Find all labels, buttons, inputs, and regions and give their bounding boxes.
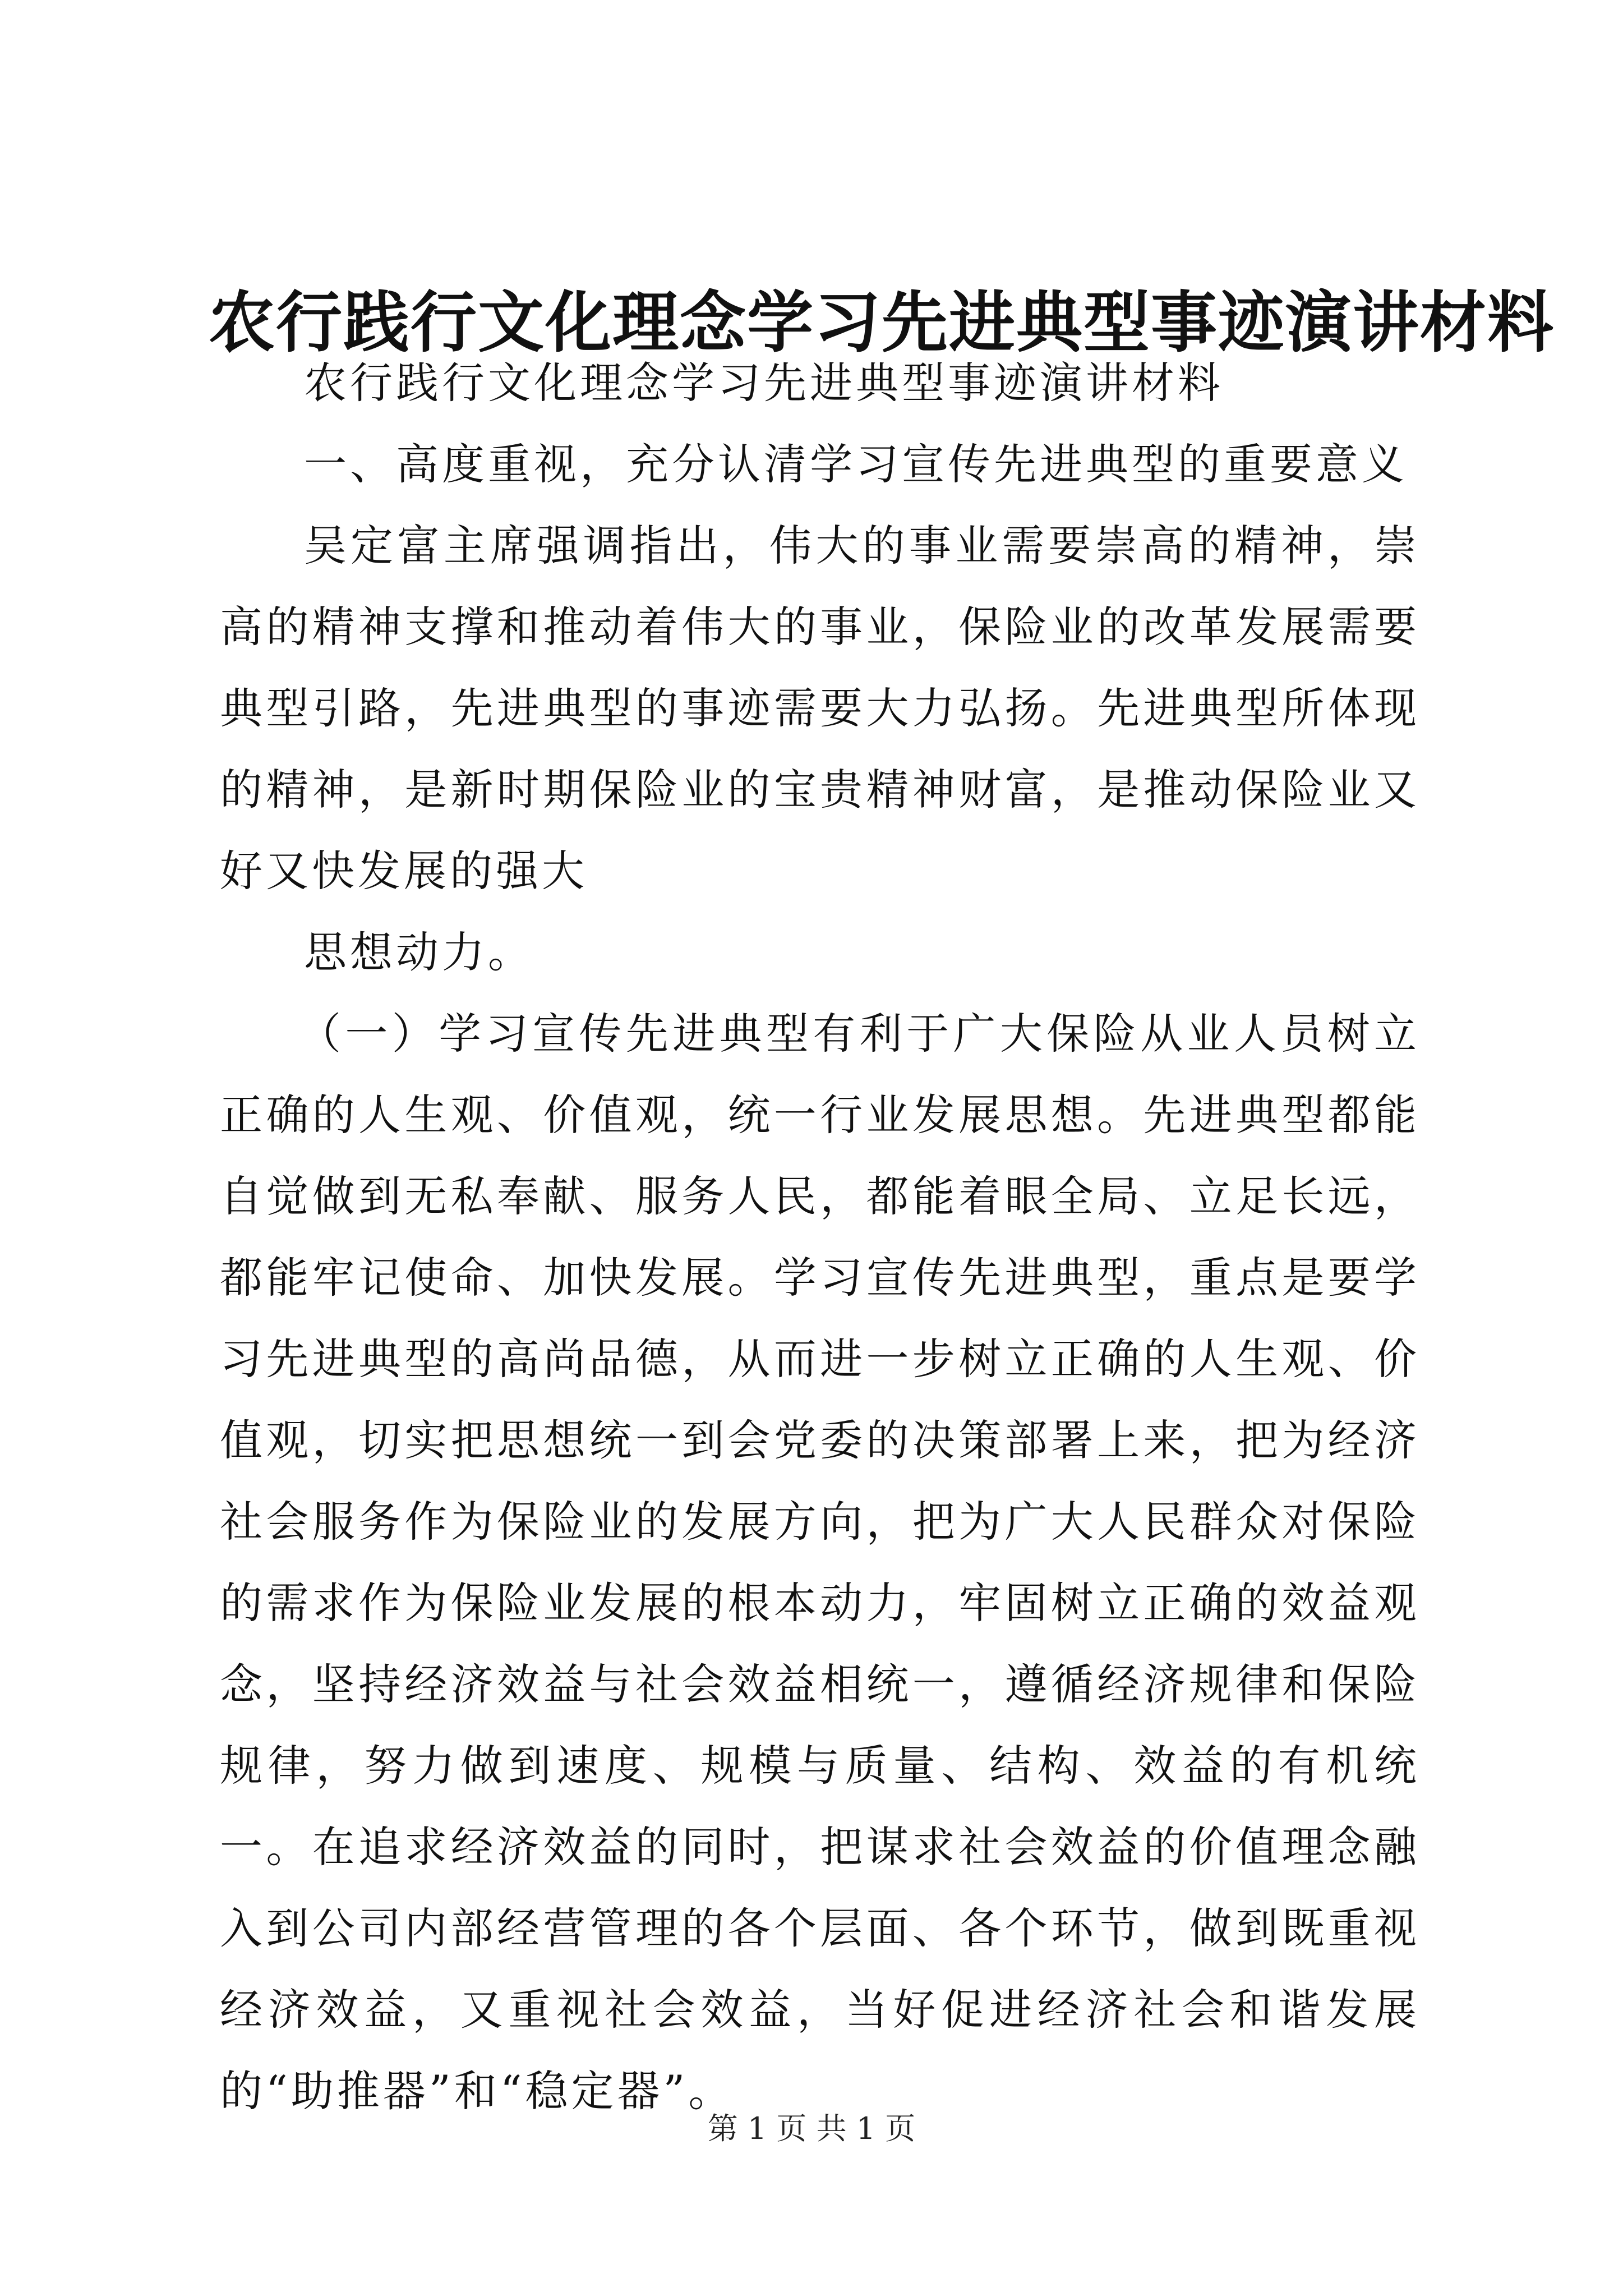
paragraph-subtitle: 农行践行文化理念学习先进典型事迹演讲材料 <box>304 358 1224 408</box>
document-title: 农行践行文化理念学习先进典型事迹演讲材料 <box>209 283 1555 361</box>
paragraph-continuation: 思想动力。 <box>304 927 534 977</box>
paragraph-quote: 吴定富主席强调指出，伟大的事业需要崇高的精神，崇高的精神支撑和推动着伟大的事业，保险业的改革发展需要典型引路，先进典型的事迹需要大力弘扬。先进典型所体现的精神，是新时期保险业的宝贵精神财富，是推动保险业又好又快发展的强大 <box>220 521 1420 896</box>
document-body <box>220 342 1420 2132</box>
paragraph-section-heading: 一、高度重视，充分认清学习宣传先进典型的重要意义 <box>304 439 1408 489</box>
paragraph-subsection-one: （一）学习宣传先进典型有利于广大保险从业人员树立正确的人生观、价值观，统一行业发展思想。先进典型都能自觉做到无私奉献、服务人民，都能着眼全局、立足长远，都能牢记使命、加快发展。学习宣传先进典型，重点是要学习先进典型的高尚品德，从而进一步树立正确的人生观、价值观，切实把思想统一到会党委的决策部署上来，把为经济社会服务作为保险业的发展方向，把为广大人民群众对保险的需求作为保险业发展的根本动力，牢固树立正确的效益观念，坚持经济效益与社会效益相统一，遵循经济规律和保险规律，努力做到速度、规模与质量、结构、效益的有机统一。在追求经济效益的同时，把谋求社会效益的价值理念融入到公司内部经营管理的各个层面、各个环节，做到既重视经济效益，又重视社会效益，当好促进经济社会和谐发展的“助推器”和“稳定器”。 <box>220 1009 1420 2116</box>
page-footer: 第 1 页 共 1 页 <box>707 2111 916 2146</box>
